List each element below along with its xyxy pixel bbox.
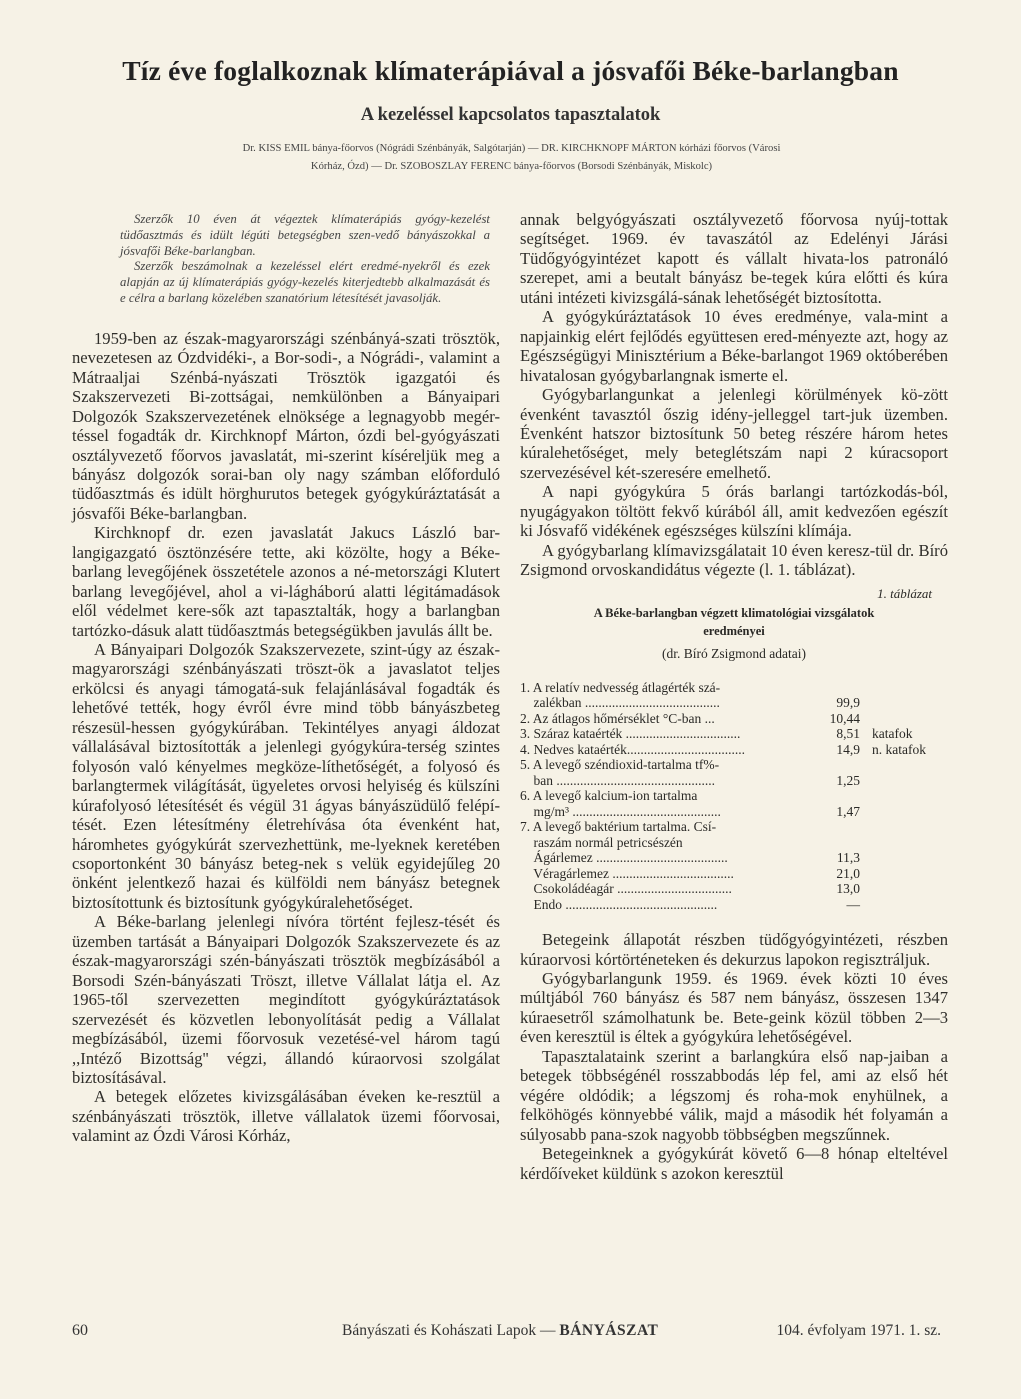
table-row-label: raszám normál petricsészén [520,834,683,850]
table-row [520,711,948,727]
table-row-label: 7. A levegő baktérium tartalma. Csí- [520,819,717,835]
page-number: 60 [72,1322,88,1339]
table-row-value [808,757,860,773]
abstract [120,212,490,307]
table-row-value: 8,51 [836,726,860,742]
table-row [520,757,948,773]
volume-info: 104. évfolyam 1971. 1. sz. [776,1322,941,1339]
paragraph: A napi gyógykúra 5 órás barlangi tartózkodás-ból, nyugágyakon töltött fekvő kúrából áll, amit kedvezően egészít ki Jósvafő vidékének egészséges külszíni klímája. [520,482,948,541]
table-row-unit [860,695,872,711]
table-row-value: 1,25 [836,772,860,788]
climate-table [520,680,948,913]
table-row-unit [860,819,872,835]
table-row-value [808,835,860,851]
table-row-label: Csokoládéagár .................................. [520,881,732,897]
table-row-unit [860,897,872,913]
table-row-unit [860,773,872,789]
right-column [520,210,948,1183]
body-text [520,210,948,580]
table-row-label: 2. Az átlagos hőmérséklet °C-ban ... [520,710,715,726]
table-row [520,680,948,696]
table-number: 1. táblázat [877,585,932,601]
table-row-label: zalékban ........................................ [520,695,720,711]
table-row [520,788,948,804]
table-row-value [808,819,860,835]
table-row-unit [860,881,872,897]
table-row-value [808,680,860,696]
paragraph: Gyógybarlangunkat a jelenlegi körülmények kö-zött évenként tavasztól őszig idény-jelleggel tart-juk üzemben. Évenként hatszor biztosítunk 50 beteg részére három hetes kúralehetőséget, mely beteglétszám napi 2 kúracsoport szervezésével két-szeresére emelhető. [520,385,948,482]
table-row [520,835,948,851]
table-row-label: Endo ............................................. [520,896,718,912]
table-row [520,695,948,711]
table-title-line: eredményei [703,623,765,638]
abstract-paragraph: Szerzők beszámolnak a kezeléssel elért eredmé-nyekről és ezek alapján az új klímaterápiás gyógy-kezelés kiterjedtebb alkalmazását és e célra a barlang közelében szanatórium létesítését javasolják. [120,259,490,305]
table-source: (dr. Bíró Zsigmond adatai) [662,645,806,661]
paragraph: Gyógybarlangunk 1959. és 1969. évek közti 10 éves múltjából 760 bányász és 587 nem bányász, összesen 1347 kúraesetről számolhatunk be. Bete-geink közül többen 2—3 éven keresztül is éltek a gyógykúra lehetőségével. [520,969,948,1047]
table-title-line: A Béke-barlangban végzett klimatológiai vizsgálatok [593,605,875,620]
author-list [80,140,943,175]
table-row-unit [860,835,872,851]
table-row-value: 11,3 [836,850,860,866]
page-footer [72,1322,941,1340]
table-row-value: — [846,896,860,912]
table-row-unit: katafok [872,726,913,742]
table-row-label: 6. A levegő kalcium-ion tartalma [520,788,698,804]
paragraph: annak belgyógyászati osztályvezető főorvosa nyúj-tottak segítséget. 1969. év tavaszától az Edelényi Járási Tüdőgyógyintézet kapott és vállalt hivata-los patronáló szerepet, ami a beutalt bányász be-tegek kúra előtti és kúra utáni intézeti kivizsgálá-sának lehetőségét biztosította. [520,210,948,307]
body-text [72,329,500,1146]
body-text [520,930,948,1183]
paragraph: A gyógybarlang klímavizsgálatait 10 éven keresz-tül dr. Bíró Zsigmond orvoskandidátus végezte (l. 1. táblázat). [520,540,948,580]
paragraph: A Béke-barlang jelenlegi nívóra történt fejlesz-tését és üzemben tartását a Bányaipari Dolgozók Szakszervezete és az észak-magyarországi szén-bányászati trösztök megbízásából a Borsodi Szén-bányászati Tröszt, illetve Vállalat látja el. Az 1965-től szervezetten megindított gyógykúráztatások szervezését és közvetlen lebonyolítását pedig a Vállalat megbízásából, üzemi főorvosuk vezetésé-vel három tagú ,,Intéző Bizottság'' végzi, állandó kúraorvosi szolgálat biztosításával. [72,912,500,1087]
table-row-label: 5. A levegő széndioxid-tartalma tf%- [520,757,720,773]
table-row [520,881,948,897]
paragraph: A Bányaipari Dolgozók Szakszervezete, szint-úgy az észak-magyarországi szénbányászati tröszt-ök a javaslatot teljes erkölcsi és anyagi támogatá-suk felajánlásával fogadták és lehetővé tették, hogy évről évre mind több bányászbeteg részesül-hessen gyógykúrában. Tekintélyes anyagi áldozat vállalásával biztosították a jelenlegi gyógykúra-terség szintes folyosón való kényelmes megköze-líthetőségét, a folyosó és barlangtermek világítását, ügyeletes orvosi helyiség és külszíni kúrafolyosó létesítését és végül 31 ágyas bányászüdülő felépí-tését. Ezen létesítmény életrehívása óta évenként hat, háromhetes gyógykúrát szervezhettünk, me-lyeknek keretében csoportonként 30 bányász beteg-nek s velük egyidejűleg 20 önként jelentkező hazai és külföldi nem bányász betegnek biztosítottunk és biztosítunk gyógykúralehetőséget. [72,640,500,912]
table-row-unit: n. katafok [872,741,926,757]
table-title [520,604,948,640]
left-column [72,210,500,1146]
table-row-label: 4. Nedves kataérték................................... [520,741,745,757]
table-row [520,742,948,758]
table-row-value: 14,9 [836,741,860,757]
paragraph: Tapasztalataink szerint a barlangkúra első nap-jaiban a betegek többségénél rosszabbodás lép fel, ami az első hét végére oldódik; a légszomj és roha-mok enyhülnek, a felköhögés könnyebbé válik, majd a második hét folyamán a súlyosabb pana-szok nagyobb többségben megszűnnek. [520,1046,948,1144]
table-row [520,850,948,866]
author-line: Kórház, Ózd) — Dr. SZOBOSZLAY FERENC bánya-főorvos (Borsodi Szénbányák, Miskolc) [310,160,713,172]
table-row [520,819,948,835]
table-row-unit [860,788,872,804]
journal-name: BÁNYÁSZAT [559,1322,659,1339]
table-row-value: 21,0 [836,865,860,881]
table-row-value: 10,44 [829,710,860,726]
paragraph: 1959-ben az észak-magyarországi szénbányá-szati trösztök, nevezetesen az Ózdvidéki-, a Bor-sodi-, a Nógrádi-, valamint a Mátraaljai Szénbá-nyászati Trösztök igazgatói és Szakszervezeti Bi-zottságai, nemkülönben a Bányaipari Dolgozók Szakszervezetének elnöksége a legnagyobb megér-téssel fogadták dr. Kirchknopf Márton, ózdi bel-gyógyászati osztályvezető főorvos javaslatát, mi-szerint kísérelјük meg a bányász dolgozók sorai-ban oly nagy számban előforduló tüdőasztmás és idült hörghurutos betegek gyógykúráztatását a jósvafői Béke-barlangban. [72,328,500,523]
table-row [520,804,948,820]
table-row-label: ban ............................................... [520,772,715,788]
article-title: Tíz éve foglalkoznak klímaterápiával a jósvafői Béke-barlangban [122,55,899,86]
table-row [520,726,948,742]
paragraph: Betegeinknek a gyógykúrát követő 6—8 hónap elteltével kérdőíveket küldünk s azokon keresztül [520,1144,948,1183]
journal-line [212,1322,762,1340]
paragraph: A gyógykúráztatások 10 éves eredménye, vala-mint a napjainkig elért fejlődés együttesen ered-ményezte azt, hogy az Egészségügyi Minisztérium a Béke-barlangot 1969 októberében hivatalosan gyógybarlangnak ismerte el. [520,307,948,385]
abstract-paragraph: Szerzők 10 éven át végeztek klímaterápiás gyógy-kezelést tüdőasztmás és idült légúti betegségben szen-vedő bányászokkal a jósvafői Béke-barlangban. [120,212,490,258]
table-row [520,897,948,913]
table-row [520,866,948,882]
table-row-unit [860,850,872,866]
table-row-value: 1,47 [836,803,860,819]
table-row-unit [860,680,872,696]
table-row-unit [860,866,872,882]
article-subtitle: A kezeléssel kapcsolatos tapasztalatok [360,105,661,125]
table-row-unit [860,804,872,820]
journal-prefix: Bányászati és Kohászati Lapok — [342,1322,556,1339]
table-row-label: 1. A relatív nedvesség átlagérték szá- [520,679,721,695]
table-row-unit [860,711,872,727]
author-line: Dr. KISS EMIL bánya-főorvos (Nógrádi Szénbányák, Salgótarján) — DR. KIRCHKNOPF MÁRTON kórházi főorvos (Városi [242,143,781,154]
table-row-value [808,788,860,804]
table-row-label: Ágárlemez ....................................... [520,850,728,866]
paragraph: Kirchknopf dr. ezen javaslatát Jakucs László bar-langigazgató ösztönzésére tette, aki közölte, hogy a Béke-barlang levegőjének összetétele azonos a né-metországi Klutert barlang levegőjével, ahol a vi-lágháború alatti légitámadások elől védelmet kere-sők azt tapasztalták, hogy a barlangban tartózko-dásuk alatt tüdőasztmás betegségükben javulás állt be. [72,523,500,640]
table-row-label: mg/m³ ............................................ [520,803,721,819]
paragraph: Betegeink állapotát részben tüdőgyógyintézeti, részben kúraorvosi kórtörténeteken és dekurzus lapokon regisztráljuk. [520,930,948,969]
table-row [520,773,948,789]
table-row-value: 99,9 [836,695,860,711]
paragraph: A betegek előzetes kivizsgálásában éveken ke-resztül a szénbányászati trösztök, illetve vállalatok üzemi főorvosai, valamint az Ózdi Városi Kórház, [72,1087,500,1146]
table-row-label: Véragárlemez .................................... [520,865,734,881]
table-row-value: 13,0 [836,881,860,897]
table-row-unit [860,757,872,773]
table-row-label: 3. Száraz kataérték .................................. [520,726,741,742]
